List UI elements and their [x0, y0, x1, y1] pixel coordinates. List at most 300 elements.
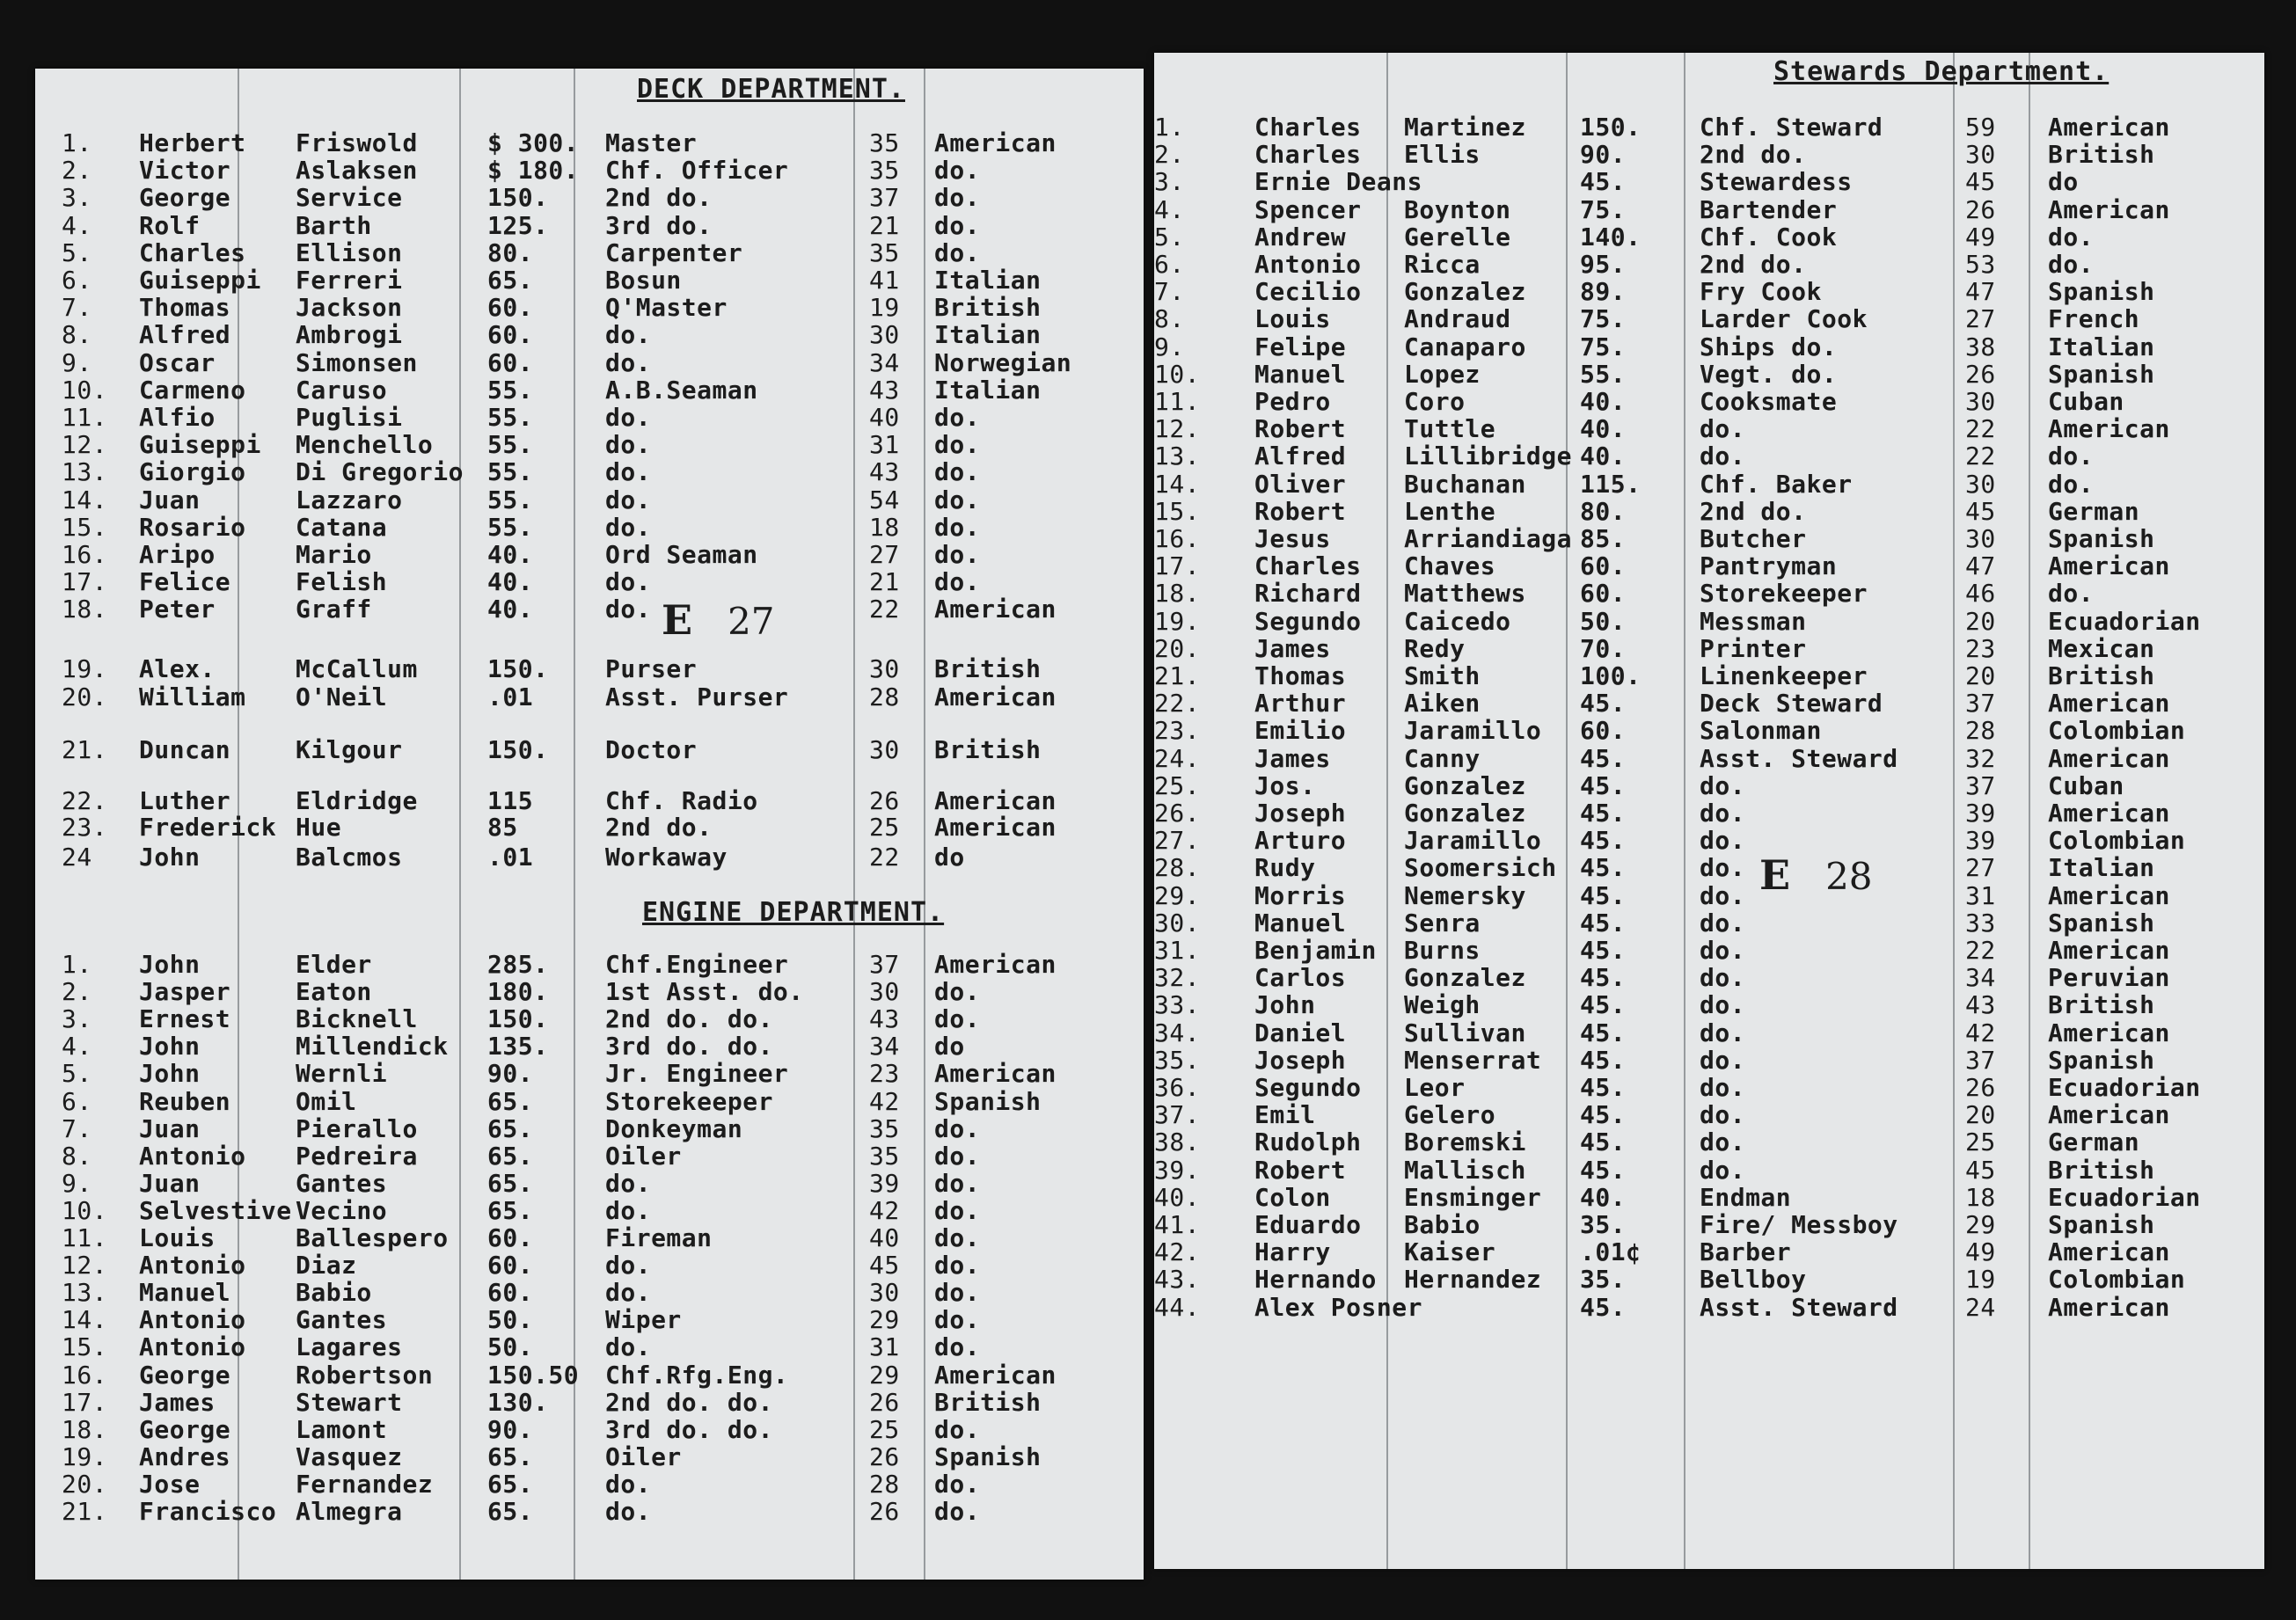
rating: 1st Asst. do. — [605, 977, 804, 1007]
wage: 45. — [1580, 799, 1627, 828]
wage: .01 — [487, 682, 534, 711]
last-name: Di Gregorio — [296, 457, 464, 487]
nationality: Spanish — [2048, 1045, 2155, 1075]
nationality: American — [2048, 414, 2170, 444]
first-name: William — [139, 682, 246, 711]
last-name: Aiken — [1404, 689, 1481, 719]
wage: 40. — [1580, 387, 1627, 416]
age: 27 — [1965, 304, 1996, 334]
nationality: American — [934, 1360, 1057, 1390]
row-number: 22. — [62, 786, 108, 815]
wage: 35. — [1580, 1210, 1627, 1239]
wage: 115 — [487, 786, 534, 815]
age: 26 — [869, 1441, 900, 1471]
nationality: Italian — [934, 320, 1042, 350]
nationality: American — [934, 950, 1057, 979]
last-name: Lazzaro — [296, 485, 403, 514]
table-row — [1154, 224, 2264, 251]
table-row — [1154, 1182, 2264, 1212]
table-row — [1154, 334, 2264, 361]
last-name: Eldridge — [296, 786, 418, 815]
table-row — [1154, 606, 2264, 636]
nationality: do. — [934, 1223, 981, 1252]
rating: Doctor — [605, 735, 698, 764]
first-name: Benjamin — [1254, 936, 1377, 965]
engine-department-title: ENGINE DEPARTMENT. — [642, 897, 945, 928]
table-row — [35, 1362, 1144, 1389]
age: 39 — [1965, 826, 1996, 856]
table-row — [1154, 1047, 2264, 1074]
row-number: 23. — [1154, 716, 1201, 746]
last-name: Fernandez — [296, 1469, 434, 1499]
last-name: Menserrat — [1404, 1045, 1542, 1075]
row-number: 2. — [1154, 140, 1185, 170]
last-name: Wernli — [296, 1059, 388, 1089]
last-name: Elder — [296, 950, 372, 979]
first-name: Arthur — [1254, 689, 1347, 719]
age: 22 — [1965, 441, 1996, 471]
nationality: Spanish — [2048, 359, 2155, 389]
first-name: Colon — [1254, 1182, 1331, 1212]
table-row — [35, 432, 1144, 458]
row-number: 21. — [62, 1497, 108, 1526]
table-row — [35, 1033, 1144, 1060]
table-row — [1154, 496, 2264, 526]
nationality: German — [2048, 496, 2140, 526]
rating: do. — [1700, 1073, 1746, 1102]
row-number: 44. — [1154, 1292, 1201, 1322]
wage: 45. — [1580, 770, 1627, 800]
age: 43 — [869, 457, 900, 487]
first-name: Richard — [1254, 579, 1362, 609]
last-name: Puglisi — [296, 403, 403, 432]
row-number: 19. — [62, 654, 108, 683]
wage: 45. — [1580, 167, 1627, 197]
wage: 125. — [487, 210, 549, 240]
wage: 45. — [1580, 1018, 1627, 1047]
nationality: Ecuadorian — [2048, 1182, 2201, 1212]
wage: 45. — [1580, 826, 1627, 856]
row-number: 7. — [62, 1113, 92, 1143]
nationality: German — [2048, 1127, 2140, 1157]
rating: Chf.Rfg.Eng. — [605, 1360, 789, 1390]
nationality: American — [2048, 936, 2170, 965]
table-row — [35, 377, 1144, 404]
table-row — [1154, 279, 2264, 305]
age: 24 — [1965, 1292, 1996, 1322]
wage: 45. — [1580, 743, 1627, 773]
wage: 150.50 — [487, 1360, 580, 1390]
age: 25 — [1965, 1127, 1996, 1157]
page-stamp-27: E 27 — [662, 596, 775, 644]
age: 22 — [869, 595, 900, 624]
rating: do. — [1700, 963, 1746, 993]
last-name: Buchanan — [1404, 469, 1526, 499]
row-number: 7. — [62, 293, 92, 323]
first-name: Cecilio — [1254, 277, 1362, 307]
age: 20 — [1965, 1100, 1996, 1130]
age: 25 — [869, 813, 900, 842]
age: 34 — [1965, 963, 1996, 993]
first-name: Manuel — [1254, 359, 1347, 389]
last-name: Weigh — [1404, 990, 1481, 1020]
nationality: do. — [934, 1332, 981, 1362]
first-name: Hernando — [1254, 1265, 1377, 1295]
nationality: do. — [934, 1168, 981, 1198]
nationality: do. — [2048, 441, 2095, 471]
nationality: do. — [934, 1113, 981, 1143]
row-number: 29. — [1154, 880, 1201, 910]
table-row — [35, 788, 1144, 814]
row-number: 42. — [1154, 1237, 1201, 1267]
row-number: 2. — [62, 156, 92, 186]
first-name: Emilio — [1254, 716, 1347, 746]
row-number: 20. — [62, 682, 108, 711]
nationality: do. — [934, 1141, 981, 1171]
wage: 55. — [487, 485, 534, 514]
row-number: 36. — [1154, 1073, 1201, 1102]
last-name: Coro — [1404, 387, 1466, 416]
first-name: Alfred — [1254, 441, 1347, 471]
first-name: Jos. — [1254, 770, 1316, 800]
wage: 45. — [1580, 1292, 1627, 1322]
nationality: do. — [934, 183, 981, 213]
first-name: Segundo — [1254, 1073, 1362, 1102]
nationality: do. — [934, 977, 981, 1007]
wage: 65. — [487, 1086, 534, 1116]
deck-department-title: DECK DEPARTMENT. — [637, 74, 905, 105]
table-row — [1154, 1102, 2264, 1128]
nationality: American — [2048, 743, 2170, 773]
wage: 60. — [487, 1223, 534, 1252]
row-number: 34. — [1154, 1018, 1201, 1047]
rating: Chf. Baker — [1700, 469, 1853, 499]
first-name: Thomas — [1254, 661, 1347, 690]
age: 47 — [1965, 551, 1996, 581]
last-name: Lopez — [1404, 359, 1481, 389]
row-number: 14. — [1154, 469, 1201, 499]
rating: Donkeyman — [605, 1113, 743, 1143]
wage: 40. — [1580, 441, 1627, 471]
table-row — [35, 1006, 1144, 1033]
row-number: 3. — [62, 1004, 92, 1034]
first-name: Jasper — [139, 977, 231, 1007]
last-name: Boynton — [1404, 194, 1511, 224]
rating: Bosun — [605, 266, 682, 295]
table-row — [35, 542, 1144, 568]
rating: Oiler — [605, 1141, 682, 1171]
first-name: George — [139, 1360, 231, 1390]
first-name: Ernest — [139, 1004, 231, 1034]
nationality: do. — [934, 403, 981, 432]
nationality: Cuban — [2048, 387, 2124, 416]
first-name: Robert — [1254, 496, 1347, 526]
rating: Chf.Engineer — [605, 950, 789, 979]
nationality: British — [2048, 140, 2155, 170]
row-number: 38. — [1154, 1127, 1201, 1157]
age: 53 — [1965, 250, 1996, 279]
row-number: 9. — [62, 1168, 92, 1198]
rating: Bartender — [1700, 194, 1838, 224]
wage: 60. — [487, 293, 534, 323]
rating: Butcher — [1700, 524, 1807, 553]
wage: 45. — [1580, 1155, 1627, 1185]
first-name: John — [139, 843, 201, 872]
last-name: Felish — [296, 567, 388, 597]
rating: do. — [1700, 1155, 1746, 1185]
age: 30 — [1965, 524, 1996, 553]
table-row — [1154, 910, 2264, 937]
first-name: John — [1254, 990, 1316, 1020]
first-name: Charles — [139, 237, 246, 267]
wage: 70. — [1580, 633, 1627, 663]
first-name: Rudolph — [1254, 1127, 1362, 1157]
wage: 45. — [1580, 908, 1627, 938]
wage: 40. — [487, 567, 534, 597]
row-number: 2. — [62, 977, 92, 1007]
rating: Chf. Steward — [1700, 113, 1883, 142]
row-number: 43. — [1154, 1265, 1201, 1295]
rating: do. — [1700, 936, 1746, 965]
row-number: 18. — [62, 1414, 108, 1444]
last-name: Balcmos — [296, 843, 403, 872]
wage: 65. — [487, 266, 534, 295]
table-row — [35, 1225, 1144, 1251]
nationality: do. — [2048, 250, 2095, 279]
row-number: 6. — [62, 1086, 92, 1116]
age: 45 — [869, 1251, 900, 1281]
age: 42 — [1965, 1018, 1996, 1047]
row-number: 10. — [1154, 359, 1201, 389]
nationality: Ecuadorian — [2048, 606, 2201, 636]
table-row — [1154, 855, 2264, 881]
first-name: Joseph — [1254, 1045, 1347, 1075]
first-name: Morris — [1254, 880, 1347, 910]
nationality: do. — [2048, 579, 2095, 609]
table-row — [1154, 416, 2264, 442]
wage: 100. — [1580, 661, 1642, 690]
age: 27 — [1965, 853, 1996, 883]
age: 43 — [1965, 990, 1996, 1020]
nationality: Colombian — [2048, 826, 2186, 856]
age: 37 — [1965, 770, 1996, 800]
row-number: 12. — [1154, 414, 1201, 444]
age: 39 — [1965, 799, 1996, 828]
wage: 85 — [487, 813, 518, 842]
row-number: 16. — [62, 540, 108, 569]
first-name: Carlos — [1254, 963, 1347, 993]
table-row — [1154, 1157, 2264, 1184]
wage: 65. — [487, 1195, 534, 1225]
age: 30 — [869, 735, 900, 764]
wage: 75. — [1580, 304, 1627, 334]
rating: do. — [1700, 770, 1746, 800]
last-name: Vasquez — [296, 1441, 403, 1471]
rating: Endman — [1700, 1182, 1792, 1212]
last-name: Gonzalez — [1404, 770, 1526, 800]
row-number: 9. — [62, 347, 92, 377]
age: 47 — [1965, 277, 1996, 307]
age: 35 — [869, 237, 900, 267]
age: 49 — [1965, 222, 1996, 252]
table-row — [1154, 443, 2264, 470]
first-name: Reuben — [139, 1086, 231, 1116]
last-name: Leor — [1404, 1073, 1466, 1102]
wage: 55. — [487, 457, 534, 487]
first-name: Arturo — [1254, 826, 1347, 856]
table-row — [35, 237, 1144, 267]
wage: 45. — [1580, 1045, 1627, 1075]
nationality: do. — [934, 1305, 981, 1335]
last-name: Babio — [1404, 1210, 1481, 1239]
first-name: Carmeno — [139, 375, 246, 405]
rating: do. — [605, 347, 652, 377]
table-row — [1154, 1020, 2264, 1047]
nationality: do. — [934, 540, 981, 569]
table-row — [1154, 1292, 2264, 1322]
rating: Asst. Purser — [605, 682, 789, 711]
table-row — [1154, 471, 2264, 498]
rating: do. — [605, 403, 652, 432]
last-name: Ricca — [1404, 250, 1481, 279]
wage: 45. — [1580, 990, 1627, 1020]
last-name: Canny — [1404, 743, 1481, 773]
first-name: James — [1254, 633, 1331, 663]
stewards-department-title: Stewards Department. — [1773, 56, 2110, 87]
row-number: 3. — [62, 183, 92, 213]
first-name: Charles — [1254, 140, 1362, 170]
nationality: British — [934, 654, 1042, 683]
first-name: John — [139, 950, 201, 979]
rating: do. — [605, 1195, 652, 1225]
last-name: Aslaksen — [296, 156, 418, 186]
table-row — [35, 459, 1144, 485]
age: 46 — [1965, 579, 1996, 609]
row-number: 24 — [62, 843, 92, 872]
first-name: Segundo — [1254, 606, 1362, 636]
last-name: Senra — [1404, 908, 1481, 938]
row-number: 15. — [1154, 496, 1201, 526]
rating: 3rd do. — [605, 210, 713, 240]
table-row — [1154, 633, 2264, 663]
nationality: American — [2048, 1018, 2170, 1047]
age: 26 — [869, 1497, 900, 1526]
last-name: Ensminger — [1404, 1182, 1542, 1212]
first-name: Pedro — [1254, 387, 1331, 416]
last-name: Lagares — [296, 1332, 403, 1362]
row-number: 1. — [1154, 113, 1185, 142]
last-name: Catana — [296, 512, 388, 542]
last-name: Friswold — [296, 128, 418, 157]
row-number: 14. — [62, 1305, 108, 1335]
last-name: Ballespero — [296, 1223, 449, 1252]
rating: Jr. Engineer — [605, 1059, 789, 1089]
rating: Carpenter — [605, 237, 743, 267]
first-name: Antonio — [139, 1141, 246, 1171]
wage: 60. — [1580, 579, 1627, 609]
table-row — [35, 656, 1144, 682]
nationality: do. — [934, 1497, 981, 1526]
wage: 60. — [1580, 551, 1627, 581]
row-number: 26. — [1154, 799, 1201, 828]
nationality: do. — [934, 1278, 981, 1308]
wage: 65. — [487, 1469, 534, 1499]
wage: .01¢ — [1580, 1237, 1642, 1267]
wage: 35. — [1580, 1265, 1627, 1295]
row-number: 7. — [1154, 277, 1185, 307]
nationality: American — [2048, 113, 2170, 142]
row-number: 1. — [62, 950, 92, 979]
age: 30 — [869, 320, 900, 350]
nationality: Spanish — [2048, 277, 2155, 307]
rating: A.B.Seaman — [605, 375, 758, 405]
age: 40 — [869, 403, 900, 432]
table-row — [35, 569, 1144, 595]
rating: Fireman — [605, 1223, 713, 1252]
rating: Messman — [1700, 606, 1807, 636]
rating: 2nd do. do. — [605, 1387, 773, 1417]
last-name: Martinez — [1404, 113, 1526, 142]
last-name: Ellis — [1404, 140, 1481, 170]
first-name: Felice — [139, 567, 231, 597]
first-name: Peter — [139, 595, 216, 624]
nationality: do. — [934, 430, 981, 460]
row-number: 9. — [1154, 332, 1185, 361]
first-name: Manuel — [1254, 908, 1347, 938]
wage: 60. — [1580, 716, 1627, 746]
last-name: Andraud — [1404, 304, 1511, 334]
row-number: 17. — [62, 1387, 108, 1417]
first-name: Luther — [139, 786, 231, 815]
age: 31 — [869, 430, 900, 460]
last-name: Pierallo — [296, 1113, 418, 1143]
nationality: Italian — [2048, 853, 2155, 883]
rating: Storekeeper — [605, 1086, 773, 1116]
row-number: 24. — [1154, 743, 1201, 773]
nationality: British — [2048, 1155, 2155, 1185]
table-row — [1154, 938, 2264, 964]
rating: Ships do. — [1700, 332, 1838, 361]
rating: 2nd do. — [1700, 140, 1807, 170]
age: 54 — [869, 485, 900, 514]
age: 43 — [869, 375, 900, 405]
age: 37 — [869, 950, 900, 979]
row-number: 19. — [1154, 606, 1201, 636]
last-name: Gantes — [296, 1305, 388, 1335]
table-row — [1154, 770, 2264, 800]
row-number: 33. — [1154, 990, 1201, 1020]
first-name: George — [139, 183, 231, 213]
wage: 135. — [487, 1032, 549, 1062]
wage: 55. — [487, 403, 534, 432]
age: 42 — [869, 1195, 900, 1225]
nationality: American — [2048, 880, 2170, 910]
age: 59 — [1965, 113, 1996, 142]
age: 49 — [1965, 1237, 1996, 1267]
last-name: Gonzalez — [1404, 963, 1526, 993]
last-name: Lenthe — [1404, 496, 1496, 526]
table-row — [35, 1499, 1144, 1525]
last-name: Robertson — [296, 1360, 434, 1390]
table-row — [35, 1086, 1144, 1116]
last-name: Smith — [1404, 661, 1481, 690]
first-name: Antonio — [139, 1332, 246, 1362]
table-row — [1154, 553, 2264, 580]
first-name: Antonio — [139, 1251, 246, 1281]
rating: do. — [1700, 908, 1746, 938]
row-number: 21. — [1154, 661, 1201, 690]
wage: 55. — [1580, 359, 1627, 389]
